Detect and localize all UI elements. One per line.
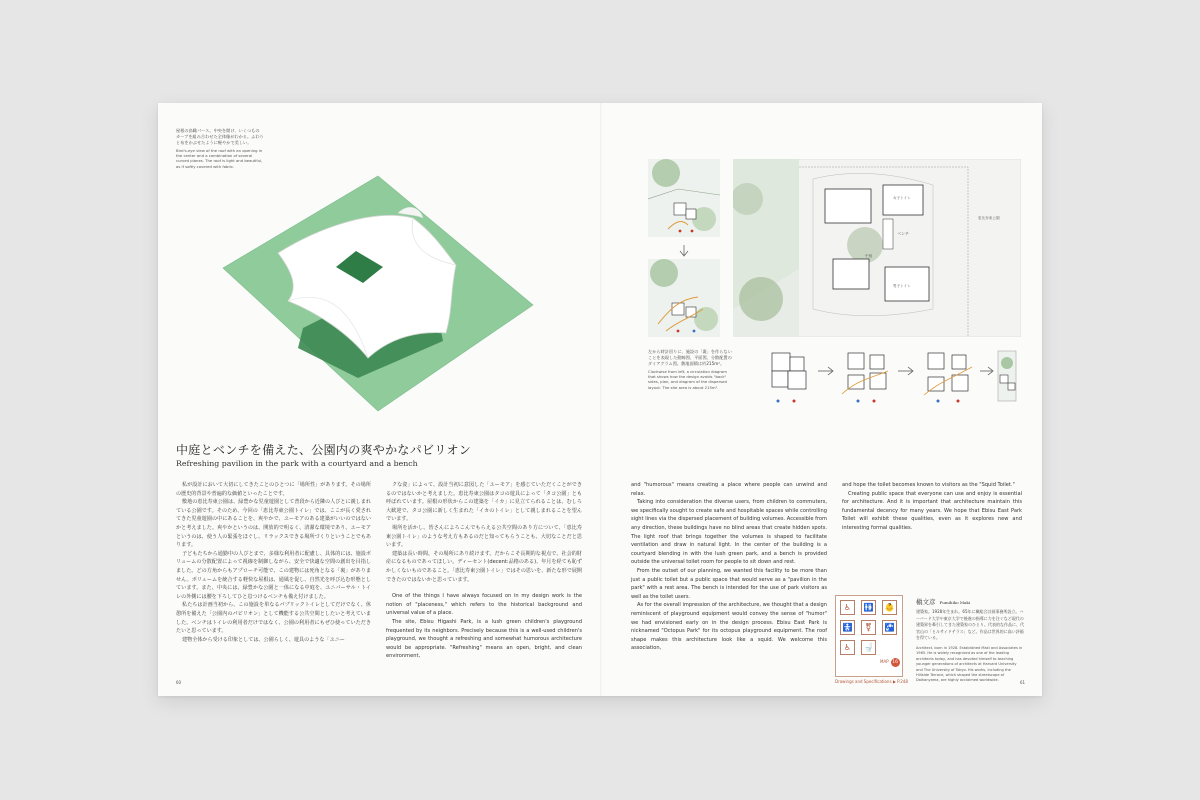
arrow-right-icon [980, 367, 993, 375]
body-column-2 [386, 481, 582, 661]
map-badge [880, 658, 900, 667]
paragraph: 場所を活かし、皆さんによろこんでもらえる公共空間のあり方について、「恵比寿東公園トイレ」のような考え方もあるのだと知ってもらうことも、大切なことだと思います。 [386, 524, 582, 549]
arrow-right-icon [898, 367, 913, 375]
water-icon: 🚰 [882, 620, 897, 635]
roof-caption-jp: 屋根の鳥瞰パース。中央を開け、いくつもの カーブを組み合わせた全体像がわかる。ふわりと布をかぶせたように軽やかで美しい。 [176, 128, 264, 145]
diagram-caption-en: Clockwise from left, a circulation diagram that shows how the design avoids "back" sides, plan, and diagram of the dispersed layout. The site area is about 215m². [648, 369, 727, 390]
map-label: MAP [880, 659, 889, 664]
dispersed-layout-diagram [768, 349, 1018, 407]
paragraph: One of the things I have always focused on in my design work is the notion of "placeness," which refers to the historical background and universal value of a place. [386, 593, 582, 617]
layout-step-2 [842, 353, 888, 403]
facility-pictograms [835, 595, 903, 677]
tree-canopy [650, 259, 678, 287]
body-column-4 [842, 481, 1022, 533]
architect-bio-jp: 建築家。1928年生まれ。65年に槇総合計画事務所設立。ハーバード大学や東京大学で後進の指導に力を注ぐなど現代の建築界を牽引してきた建築家のひとり。代表的な作品に、代官山の「ヒルサイドテラス」など。作品は世界的に高い評価を得ている。 [916, 609, 1024, 641]
tree-canopy [739, 277, 783, 321]
restroom-icon: 🚻 [861, 600, 876, 615]
tree-canopy [694, 307, 718, 331]
drawings-specifications-link[interactable]: Drawings and Specifications ▶ P.248 [835, 679, 908, 684]
plan-bench [883, 219, 893, 249]
paragraph: Creating public space that everyone can use and enjoy is essential for architecture. And it is important that architecture maintain this fundamental decency for many years. We hope that Ebisu East Park Toilet will exhibit these qualities, even as it explores new and interesting formal qualities. [842, 490, 1022, 531]
architect-bio-en: Architect, born in 1928. Established Maki and Associates in 1965. He is widely recognized as one of the leading architects today, and has devoted himself to teaching younger generations of architects at Harvard University and The University of Tokyo. His works, including the Hillside Terrace, which shaped the streetscape of Daikanyama, are highly acclaimed worldwide. [916, 645, 1023, 683]
paragraph: 私たちは計画当初から、この施設を単なるパブリックトイレとしてだけでなく、休憩所を備えた「公園内のパビリオン」として機能する公共空間としたいと考えていました。ベンチはトイレの利用者だけではなく、公園の利用者にもぜひ使っていただきたいと思っています。 [176, 602, 371, 635]
roof-caption-en: Bird's-eye view of the roof with an opening in the center and a combination of several curved planes. The roof is light and beautiful, as if softly covered with fabric. [176, 148, 263, 169]
section-heading-jp: 中庭とベンチを備えた、公園内の爽やかなパビリオン [176, 443, 472, 457]
person-marker [677, 330, 680, 333]
paragraph: As for the overall impression of the architecture, we thought that a design reminiscent of playground equipment would convey the sense of "humor" we had envisioned early on in the design process. Ebisu East Park is nicknamed "Octopus Park" for its octopus playground equipment. The roof shape makes this architecture look like a squid. We welcome this association, [631, 602, 827, 652]
paragraph: 私が設計において大切にしてきたことのひとつに「場所性」があります。その場所の歴史的背景や普遍的な価値といったことです。 [176, 482, 371, 497]
baby-icon: 👶 [882, 600, 897, 615]
paragraph: クな姿」によって、設計当初に意図した「ユーモア」を感じていただくことができるのではないかと考えました。恵比寿東公園はタコの遊具によって「タコ公園」とも呼ばれています。屋根の形状からこの建築を「イカ」に見立てられることは、むしろ大歓迎で、タコ公園に新しく生まれた「イカのトイレ」として親しまれることを望んでいます。 [386, 482, 582, 523]
toilet-icon: 🚽 [861, 640, 876, 655]
baby-change-icon: 🚼 [840, 620, 855, 635]
building-volume [674, 203, 686, 215]
paragraph: Taking into consideration the diverse users, from children to commuters, we specifically sought to create safe and hospitable spaces while controlling sight lines via the dispersed placement of building volumes. Accessible from any direction, these buildings have no blind areas that create hidden spots. The light roof that brings together the volumes is shaped to facilitate ventilation and draw in natural light. In the center of the building is a courtyard blending in with the lush green park, and a bench is provided outside the universal toilet room for people to sit down and rest. [631, 499, 827, 566]
plan-toilet-volume [825, 189, 871, 223]
architect-name [916, 597, 1024, 606]
architect-name-en: Fumihiko Maki [939, 600, 971, 605]
site-plan [733, 159, 1021, 337]
paragraph: and hope the toilet becomes known to visitors as the "Squid Toilet." [842, 482, 1015, 488]
building-volume [672, 303, 684, 315]
paragraph: and "humorous" means creating a place where people can unwind and relax. [631, 482, 827, 497]
architect-name-jp: 槇文彦 [916, 598, 936, 606]
person-marker [691, 230, 694, 233]
down-arrow-icon [680, 245, 688, 256]
tree-canopy [652, 159, 680, 187]
person-marker [679, 230, 682, 233]
layout-step-4 [998, 351, 1016, 401]
plan-label-courtyard: 中庭 [865, 254, 873, 258]
plan-toilet-volume [833, 259, 869, 289]
page-gutter [600, 103, 602, 696]
accessible-icon: ♿ [840, 640, 855, 655]
layout-step-1 [772, 353, 806, 403]
person-marker [693, 330, 696, 333]
paragraph: 建物全体から受ける印象としては、公園らしく、遊具のような「ユニー [182, 636, 345, 643]
plan-label-toilet-b: 男子トイレ [893, 284, 911, 288]
body-column-1 [176, 481, 371, 644]
layout-step-3 [924, 353, 972, 403]
plan-label-park: 恵比寿東公園 [978, 216, 1000, 220]
architect-bio [916, 597, 1024, 684]
wheelchair-icon: ♿ [840, 600, 855, 615]
paragraph: 敷地の恵比寿東公園は、緑豊かな児童遊園として普段から近隣の人びとに親しまれている公園です。そのため、今回の「恵比寿東公園トイレ」では、ここが長く愛されてきた児童遊園の中にあることを、爽やかで、ユーモアのある建築がいいのではないかと考えました。爽やかというのは、開放的で明るく、清潔な環境であり、ユーモアというのは、使う人の緊張をほぐし、リラックスできる場所づくりということでもあります。 [176, 499, 371, 549]
arrow-right-icon [818, 367, 833, 375]
page-number-right: 61 [1020, 680, 1026, 685]
paragraph: 建築は長い時間、その場所にあり続けます。だからこそ長期的な視点で、社会的財産になるものであってほしい。ディーセント(decent:品格のある)、年月を経ても恥ずかしくないものであること。「恵比寿東公園トイレ」ではその思いを、新たな形で展開できたのではないかと思っています。 [386, 550, 582, 583]
paragraph: From the outset of our planning, we wanted this facility to be more than just a public toilet but a public space that would serve as a "pavilion in the park" with a rest area. The bench is intended for the use of park visitors as well as the toilet users. [631, 567, 827, 600]
body-column-3 [631, 481, 827, 653]
paragraph: The site, Ebisu Higashi Park, is a lush green children's playground frequented by its neighbors. Precisely because this is a well-used children's playground, we thought a refreshing and somewhat humorous architecture would be appropriate. "Refreshing" means an open, bright, and clean environment, [386, 618, 582, 660]
map-number: 16 [892, 660, 898, 665]
plan-label-toilet-a: 女子トイレ [893, 196, 911, 200]
circulation-diagram [648, 159, 720, 337]
plan-toilet-volume [883, 185, 923, 215]
all-gender-icon: ⚧ [861, 620, 876, 635]
magazine-spread [158, 103, 1042, 696]
roof-caption [176, 128, 264, 169]
diagram-caption [648, 349, 734, 390]
section-heading-en: Refreshing pavilion in the park with a courtyard and a bench [176, 459, 418, 468]
building-volume [686, 209, 696, 219]
plan-label-bench: ベンチ [897, 231, 909, 236]
diagram-caption-jp: 左から時計回りに、施設の「裏」を作らないことを表現した動線図、平面図、分散配置のダイアグラム図。敷地面積は約215m²。 [648, 349, 732, 366]
page-number-left: 60 [176, 680, 182, 685]
paragraph: 子どもたちから通勤中の人びとまで、多様な利用者に配慮し、具体的には、施設ボリュームの分散配置によって視線を制御しながら、安全で快適な空間の創出を目指しました。どの方角からもアプローチ可能で、この建物には死角となる「裏」がありません。ボリュームを統合する軽快な屋根は、通風を促し、自然光を呼び込む形態としています。また、中央には、緑豊かな公園と一体になる中庭を、ユニバーサル・トイレの外側には腰を下ろしてひと息つけるベンチも備え付けました。 [176, 550, 371, 600]
roof-illustration [208, 173, 538, 423]
